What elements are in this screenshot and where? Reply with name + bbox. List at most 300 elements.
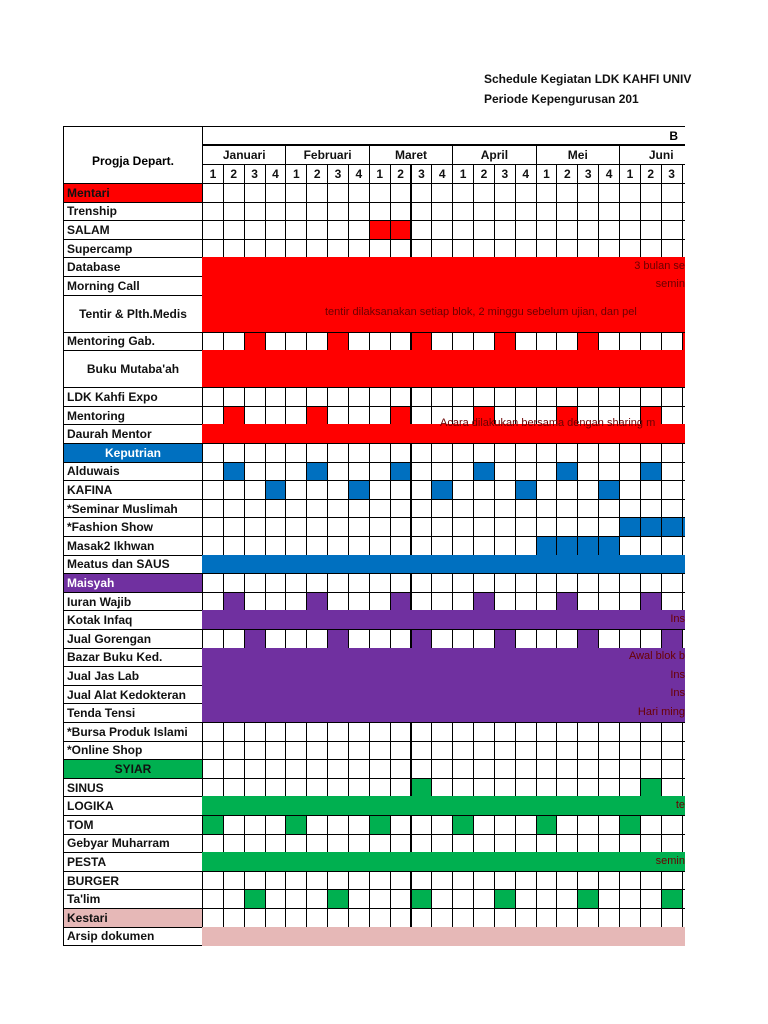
grid-cell bbox=[285, 722, 307, 742]
grid-cell bbox=[348, 443, 370, 463]
grid-cell bbox=[577, 741, 599, 761]
grid-cell bbox=[202, 722, 224, 742]
grid-cell bbox=[348, 332, 370, 352]
grid-cell bbox=[556, 499, 578, 519]
grid-cell bbox=[369, 499, 391, 519]
grid-cell bbox=[494, 517, 516, 537]
grid-cell bbox=[536, 741, 558, 761]
grid-cell bbox=[223, 406, 245, 426]
grid-cell bbox=[202, 536, 224, 556]
grid-cell bbox=[640, 908, 662, 928]
grid-cell bbox=[452, 815, 474, 835]
grid-cell bbox=[244, 573, 266, 593]
grid-cell bbox=[390, 759, 412, 779]
grid-cell bbox=[369, 239, 391, 259]
grid-cell bbox=[202, 480, 224, 500]
grid-cell bbox=[348, 834, 370, 854]
grid-cell bbox=[285, 536, 307, 556]
grid-cell bbox=[244, 183, 266, 203]
grid-cell bbox=[285, 387, 307, 407]
grid-cell bbox=[515, 202, 537, 222]
grid-cell bbox=[536, 202, 558, 222]
grid-cell bbox=[348, 462, 370, 482]
month-header: Maret bbox=[369, 145, 453, 165]
grid-cell bbox=[640, 889, 662, 909]
grid-cell bbox=[515, 759, 537, 779]
grid-cell bbox=[431, 815, 453, 835]
grid-cell bbox=[598, 239, 620, 259]
grid-cell bbox=[661, 592, 683, 612]
grid-cell bbox=[348, 480, 370, 500]
grid-cell bbox=[661, 722, 683, 742]
grid-cell bbox=[640, 536, 662, 556]
bar-note: tentir dilaksanakan setiap blok, 2 minggu sebelum ujian, dan pel bbox=[325, 306, 637, 319]
grid-cell bbox=[390, 889, 412, 909]
grid-cell bbox=[494, 741, 516, 761]
grid-cell bbox=[285, 908, 307, 928]
grid-cell bbox=[556, 741, 578, 761]
grid-cell bbox=[494, 202, 516, 222]
grid-cell bbox=[661, 443, 683, 463]
grid-cell bbox=[473, 871, 495, 891]
grid-cell bbox=[411, 629, 433, 649]
grid-cell bbox=[431, 499, 453, 519]
grid-cell bbox=[285, 499, 307, 519]
grid-cell bbox=[619, 834, 641, 854]
grid-cell bbox=[285, 443, 307, 463]
grid-cell bbox=[223, 183, 245, 203]
grid-cell bbox=[577, 592, 599, 612]
week-header: 1 bbox=[452, 164, 474, 184]
grid-cell bbox=[452, 871, 474, 891]
activity-bar bbox=[202, 852, 705, 872]
grid-cell bbox=[515, 889, 537, 909]
grid-cell bbox=[661, 536, 683, 556]
grid-cell bbox=[473, 499, 495, 519]
grid-cell bbox=[494, 536, 516, 556]
grid-cell bbox=[619, 871, 641, 891]
grid-cell bbox=[431, 629, 453, 649]
grid-cell bbox=[411, 741, 433, 761]
grid-cell bbox=[285, 332, 307, 352]
bar-note: Ins bbox=[670, 612, 685, 625]
grid-cell bbox=[411, 517, 433, 537]
grid-cell bbox=[369, 462, 391, 482]
grid-cell bbox=[390, 871, 412, 891]
grid-cell bbox=[369, 220, 391, 240]
grid-cell bbox=[640, 573, 662, 593]
row-label: Tenda Tensi bbox=[63, 703, 203, 723]
week-header: 1 bbox=[619, 164, 641, 184]
grid-cell bbox=[661, 480, 683, 500]
grid-cell bbox=[390, 443, 412, 463]
grid-cell bbox=[661, 741, 683, 761]
grid-cell bbox=[556, 722, 578, 742]
grid-cell bbox=[556, 573, 578, 593]
grid-cell bbox=[348, 722, 370, 742]
grid-cell bbox=[327, 834, 349, 854]
grid-cell bbox=[285, 183, 307, 203]
grid-cell bbox=[244, 406, 266, 426]
grid-cell bbox=[348, 220, 370, 240]
grid-cell bbox=[411, 480, 433, 500]
week-header: 4 bbox=[431, 164, 453, 184]
row-label: SINUS bbox=[63, 778, 203, 798]
row-label: Maisyah bbox=[63, 573, 203, 593]
grid-cell bbox=[494, 387, 516, 407]
grid-cell bbox=[431, 220, 453, 240]
grid-cell bbox=[223, 443, 245, 463]
grid-cell bbox=[369, 815, 391, 835]
grid-cell bbox=[244, 592, 266, 612]
grid-cell bbox=[536, 220, 558, 240]
grid-cell bbox=[452, 499, 474, 519]
row-label: TOM bbox=[63, 815, 203, 835]
grid-cell bbox=[223, 220, 245, 240]
grid-cell bbox=[327, 480, 349, 500]
grid-cell bbox=[661, 499, 683, 519]
grid-cell bbox=[494, 908, 516, 928]
grid-cell bbox=[327, 889, 349, 909]
grid-cell bbox=[619, 202, 641, 222]
grid-cell bbox=[515, 220, 537, 240]
grid-cell bbox=[577, 462, 599, 482]
grid-cell bbox=[598, 499, 620, 519]
grid-cell bbox=[619, 443, 641, 463]
grid-cell bbox=[661, 332, 683, 352]
grid-cell bbox=[598, 759, 620, 779]
grid-cell bbox=[265, 183, 287, 203]
grid-cell bbox=[431, 517, 453, 537]
grid-cell bbox=[577, 908, 599, 928]
grid-cell bbox=[306, 220, 328, 240]
grid-cell bbox=[223, 462, 245, 482]
grid-cell bbox=[390, 202, 412, 222]
grid-cell bbox=[577, 480, 599, 500]
grid-cell bbox=[411, 202, 433, 222]
grid-cell bbox=[285, 871, 307, 891]
grid-cell bbox=[327, 239, 349, 259]
grid-cell bbox=[598, 778, 620, 798]
grid-cell bbox=[452, 722, 474, 742]
grid-cell bbox=[473, 629, 495, 649]
grid-cell bbox=[285, 759, 307, 779]
grid-cell bbox=[494, 592, 516, 612]
grid-cell bbox=[306, 462, 328, 482]
grid-cell bbox=[327, 332, 349, 352]
grid-cell bbox=[223, 889, 245, 909]
grid-cell bbox=[265, 592, 287, 612]
grid-cell bbox=[327, 183, 349, 203]
grid-cell bbox=[515, 332, 537, 352]
row-label: LDK Kahfi Expo bbox=[63, 387, 203, 407]
row-label: Jual Alat Kedokteran bbox=[63, 685, 203, 705]
row-label: Mentoring bbox=[63, 406, 203, 426]
grid-cell bbox=[244, 332, 266, 352]
grid-cell bbox=[390, 499, 412, 519]
grid-cell bbox=[598, 462, 620, 482]
bar-note: 3 bulan se bbox=[634, 259, 685, 272]
grid-cell bbox=[369, 443, 391, 463]
grid-cell bbox=[265, 778, 287, 798]
grid-cell bbox=[306, 332, 328, 352]
grid-cell bbox=[202, 443, 224, 463]
grid-cell bbox=[306, 834, 328, 854]
grid-cell bbox=[473, 889, 495, 909]
activity-bar bbox=[202, 610, 705, 630]
grid-cell bbox=[515, 815, 537, 835]
grid-cell bbox=[661, 815, 683, 835]
grid-cell bbox=[515, 592, 537, 612]
grid-cell bbox=[369, 889, 391, 909]
grid-cell bbox=[202, 573, 224, 593]
grid-cell bbox=[640, 332, 662, 352]
grid-cell bbox=[452, 908, 474, 928]
grid-cell bbox=[598, 536, 620, 556]
grid-cell bbox=[390, 741, 412, 761]
grid-cell bbox=[348, 536, 370, 556]
grid-cell bbox=[327, 462, 349, 482]
grid-cell bbox=[369, 722, 391, 742]
grid-cell bbox=[619, 480, 641, 500]
grid-cell bbox=[661, 239, 683, 259]
grid-cell bbox=[452, 573, 474, 593]
grid-cell bbox=[452, 759, 474, 779]
grid-cell bbox=[536, 480, 558, 500]
grid-cell bbox=[431, 834, 453, 854]
grid-cell bbox=[202, 759, 224, 779]
grid-cell bbox=[598, 834, 620, 854]
grid-cell bbox=[223, 573, 245, 593]
grid-cell bbox=[327, 406, 349, 426]
month-header: Juni bbox=[619, 145, 703, 165]
grid-cell bbox=[369, 741, 391, 761]
grid-cell bbox=[577, 536, 599, 556]
grid-cell bbox=[598, 722, 620, 742]
grid-cell bbox=[348, 741, 370, 761]
grid-cell bbox=[411, 499, 433, 519]
grid-cell bbox=[556, 462, 578, 482]
grid-cell bbox=[598, 741, 620, 761]
grid-cell bbox=[515, 871, 537, 891]
grid-cell bbox=[285, 815, 307, 835]
grid-cell bbox=[306, 536, 328, 556]
grid-cell bbox=[202, 741, 224, 761]
grid-cell bbox=[640, 778, 662, 798]
grid-cell bbox=[452, 629, 474, 649]
grid-cell bbox=[244, 871, 266, 891]
grid-cell bbox=[515, 499, 537, 519]
grid-cell bbox=[619, 629, 641, 649]
grid-cell bbox=[285, 239, 307, 259]
grid-cell bbox=[452, 220, 474, 240]
grid-cell bbox=[265, 834, 287, 854]
grid-cell bbox=[285, 480, 307, 500]
grid-cell bbox=[285, 202, 307, 222]
grid-cell bbox=[431, 387, 453, 407]
grid-cell bbox=[265, 759, 287, 779]
grid-cell bbox=[369, 871, 391, 891]
row-label: Database bbox=[63, 257, 203, 277]
grid-cell bbox=[598, 629, 620, 649]
grid-cell bbox=[411, 778, 433, 798]
grid-cell bbox=[577, 239, 599, 259]
grid-cell bbox=[202, 202, 224, 222]
grid-cell bbox=[202, 629, 224, 649]
grid-cell bbox=[556, 443, 578, 463]
grid-cell bbox=[431, 592, 453, 612]
grid-cell bbox=[640, 387, 662, 407]
grid-cell bbox=[265, 480, 287, 500]
grid-cell bbox=[640, 871, 662, 891]
grid-cell bbox=[265, 202, 287, 222]
grid-cell bbox=[202, 889, 224, 909]
grid-cell bbox=[661, 183, 683, 203]
grid-cell bbox=[223, 834, 245, 854]
grid-cell bbox=[556, 908, 578, 928]
grid-cell bbox=[556, 759, 578, 779]
grid-cell bbox=[577, 834, 599, 854]
grid-cell bbox=[265, 908, 287, 928]
bar-note: Hari ming bbox=[637, 705, 685, 718]
row-label: Jual Jas Lab bbox=[63, 666, 203, 686]
grid-cell bbox=[223, 387, 245, 407]
grid-cell bbox=[202, 332, 224, 352]
grid-cell bbox=[390, 908, 412, 928]
grid-cell bbox=[619, 462, 641, 482]
grid-cell bbox=[285, 462, 307, 482]
grid-cell bbox=[577, 871, 599, 891]
grid-cell bbox=[411, 592, 433, 612]
grid-cell bbox=[556, 889, 578, 909]
grid-cell bbox=[411, 332, 433, 352]
row-label: Arsip dokumen bbox=[63, 927, 203, 947]
grid-cell bbox=[348, 889, 370, 909]
grid-cell bbox=[348, 499, 370, 519]
grid-cell bbox=[473, 220, 495, 240]
grid-cell bbox=[619, 220, 641, 240]
grid-cell bbox=[265, 406, 287, 426]
grid-cell bbox=[285, 741, 307, 761]
row-label: Jual Gorengan bbox=[63, 629, 203, 649]
row-label: Daurah Mentor bbox=[63, 424, 203, 444]
grid-cell bbox=[411, 387, 433, 407]
grid-cell bbox=[306, 908, 328, 928]
grid-cell bbox=[431, 741, 453, 761]
grid-cell bbox=[640, 239, 662, 259]
grid-cell bbox=[390, 220, 412, 240]
grid-cell bbox=[494, 332, 516, 352]
grid-cell bbox=[452, 202, 474, 222]
grid-cell bbox=[640, 183, 662, 203]
grid-cell bbox=[556, 220, 578, 240]
grid-cell bbox=[661, 834, 683, 854]
week-header: 4 bbox=[515, 164, 537, 184]
grid-cell bbox=[306, 387, 328, 407]
week-header: 1 bbox=[369, 164, 391, 184]
grid-cell bbox=[661, 462, 683, 482]
grid-cell bbox=[285, 406, 307, 426]
row-label: Gebyar Muharram bbox=[63, 834, 203, 854]
grid-cell bbox=[577, 220, 599, 240]
row-label: Trenship bbox=[63, 202, 203, 222]
grid-cell bbox=[452, 462, 474, 482]
grid-cell bbox=[327, 387, 349, 407]
grid-cell bbox=[327, 722, 349, 742]
grid-cell bbox=[411, 908, 433, 928]
grid-cell bbox=[515, 908, 537, 928]
grid-cell bbox=[536, 592, 558, 612]
grid-cell bbox=[285, 889, 307, 909]
row-label: KAFINA bbox=[63, 480, 203, 500]
row-label: Masak2 Ikhwan bbox=[63, 536, 203, 556]
grid-cell bbox=[473, 592, 495, 612]
week-header: 1 bbox=[202, 164, 224, 184]
week-header: 2 bbox=[390, 164, 412, 184]
grid-cell bbox=[577, 387, 599, 407]
activity-bar bbox=[202, 927, 705, 947]
grid-cell bbox=[369, 592, 391, 612]
grid-cell bbox=[265, 536, 287, 556]
grid-cell bbox=[515, 462, 537, 482]
bar-note: Acara dilakukan bersama dengan sharing m bbox=[440, 417, 656, 430]
grid-cell bbox=[265, 517, 287, 537]
grid-cell bbox=[244, 722, 266, 742]
grid-cell bbox=[244, 387, 266, 407]
grid-cell bbox=[515, 536, 537, 556]
grid-cell bbox=[265, 332, 287, 352]
grid-cell bbox=[431, 573, 453, 593]
grid-cell bbox=[244, 778, 266, 798]
grid-cell bbox=[661, 759, 683, 779]
grid-cell bbox=[452, 889, 474, 909]
grid-cell bbox=[285, 573, 307, 593]
grid-cell bbox=[556, 592, 578, 612]
row-label: BURGER bbox=[63, 871, 203, 891]
row-label: Alduwais bbox=[63, 462, 203, 482]
grid-cell bbox=[327, 908, 349, 928]
grid-cell bbox=[577, 759, 599, 779]
grid-cell bbox=[577, 183, 599, 203]
grid-cell bbox=[536, 722, 558, 742]
grid-cell bbox=[369, 387, 391, 407]
grid-cell bbox=[306, 889, 328, 909]
week-header: 4 bbox=[348, 164, 370, 184]
grid-cell bbox=[494, 871, 516, 891]
grid-cell bbox=[661, 871, 683, 891]
row-label: Meatus dan SAUS bbox=[63, 555, 203, 575]
grid-cell bbox=[265, 499, 287, 519]
grid-cell bbox=[556, 239, 578, 259]
grid-cell bbox=[223, 759, 245, 779]
grid-cell bbox=[577, 499, 599, 519]
grid-cell bbox=[640, 462, 662, 482]
grid-cell bbox=[411, 220, 433, 240]
grid-cell bbox=[494, 183, 516, 203]
grid-cell bbox=[619, 815, 641, 835]
grid-cell bbox=[285, 834, 307, 854]
grid-cell bbox=[494, 722, 516, 742]
grid-cell bbox=[223, 517, 245, 537]
row-label: Supercamp bbox=[63, 239, 203, 259]
grid-cell bbox=[536, 183, 558, 203]
grid-cell bbox=[536, 834, 558, 854]
grid-cell bbox=[348, 183, 370, 203]
grid-cell bbox=[223, 592, 245, 612]
week-header: 3 bbox=[661, 164, 683, 184]
grid-cell bbox=[661, 573, 683, 593]
grid-cell bbox=[598, 573, 620, 593]
